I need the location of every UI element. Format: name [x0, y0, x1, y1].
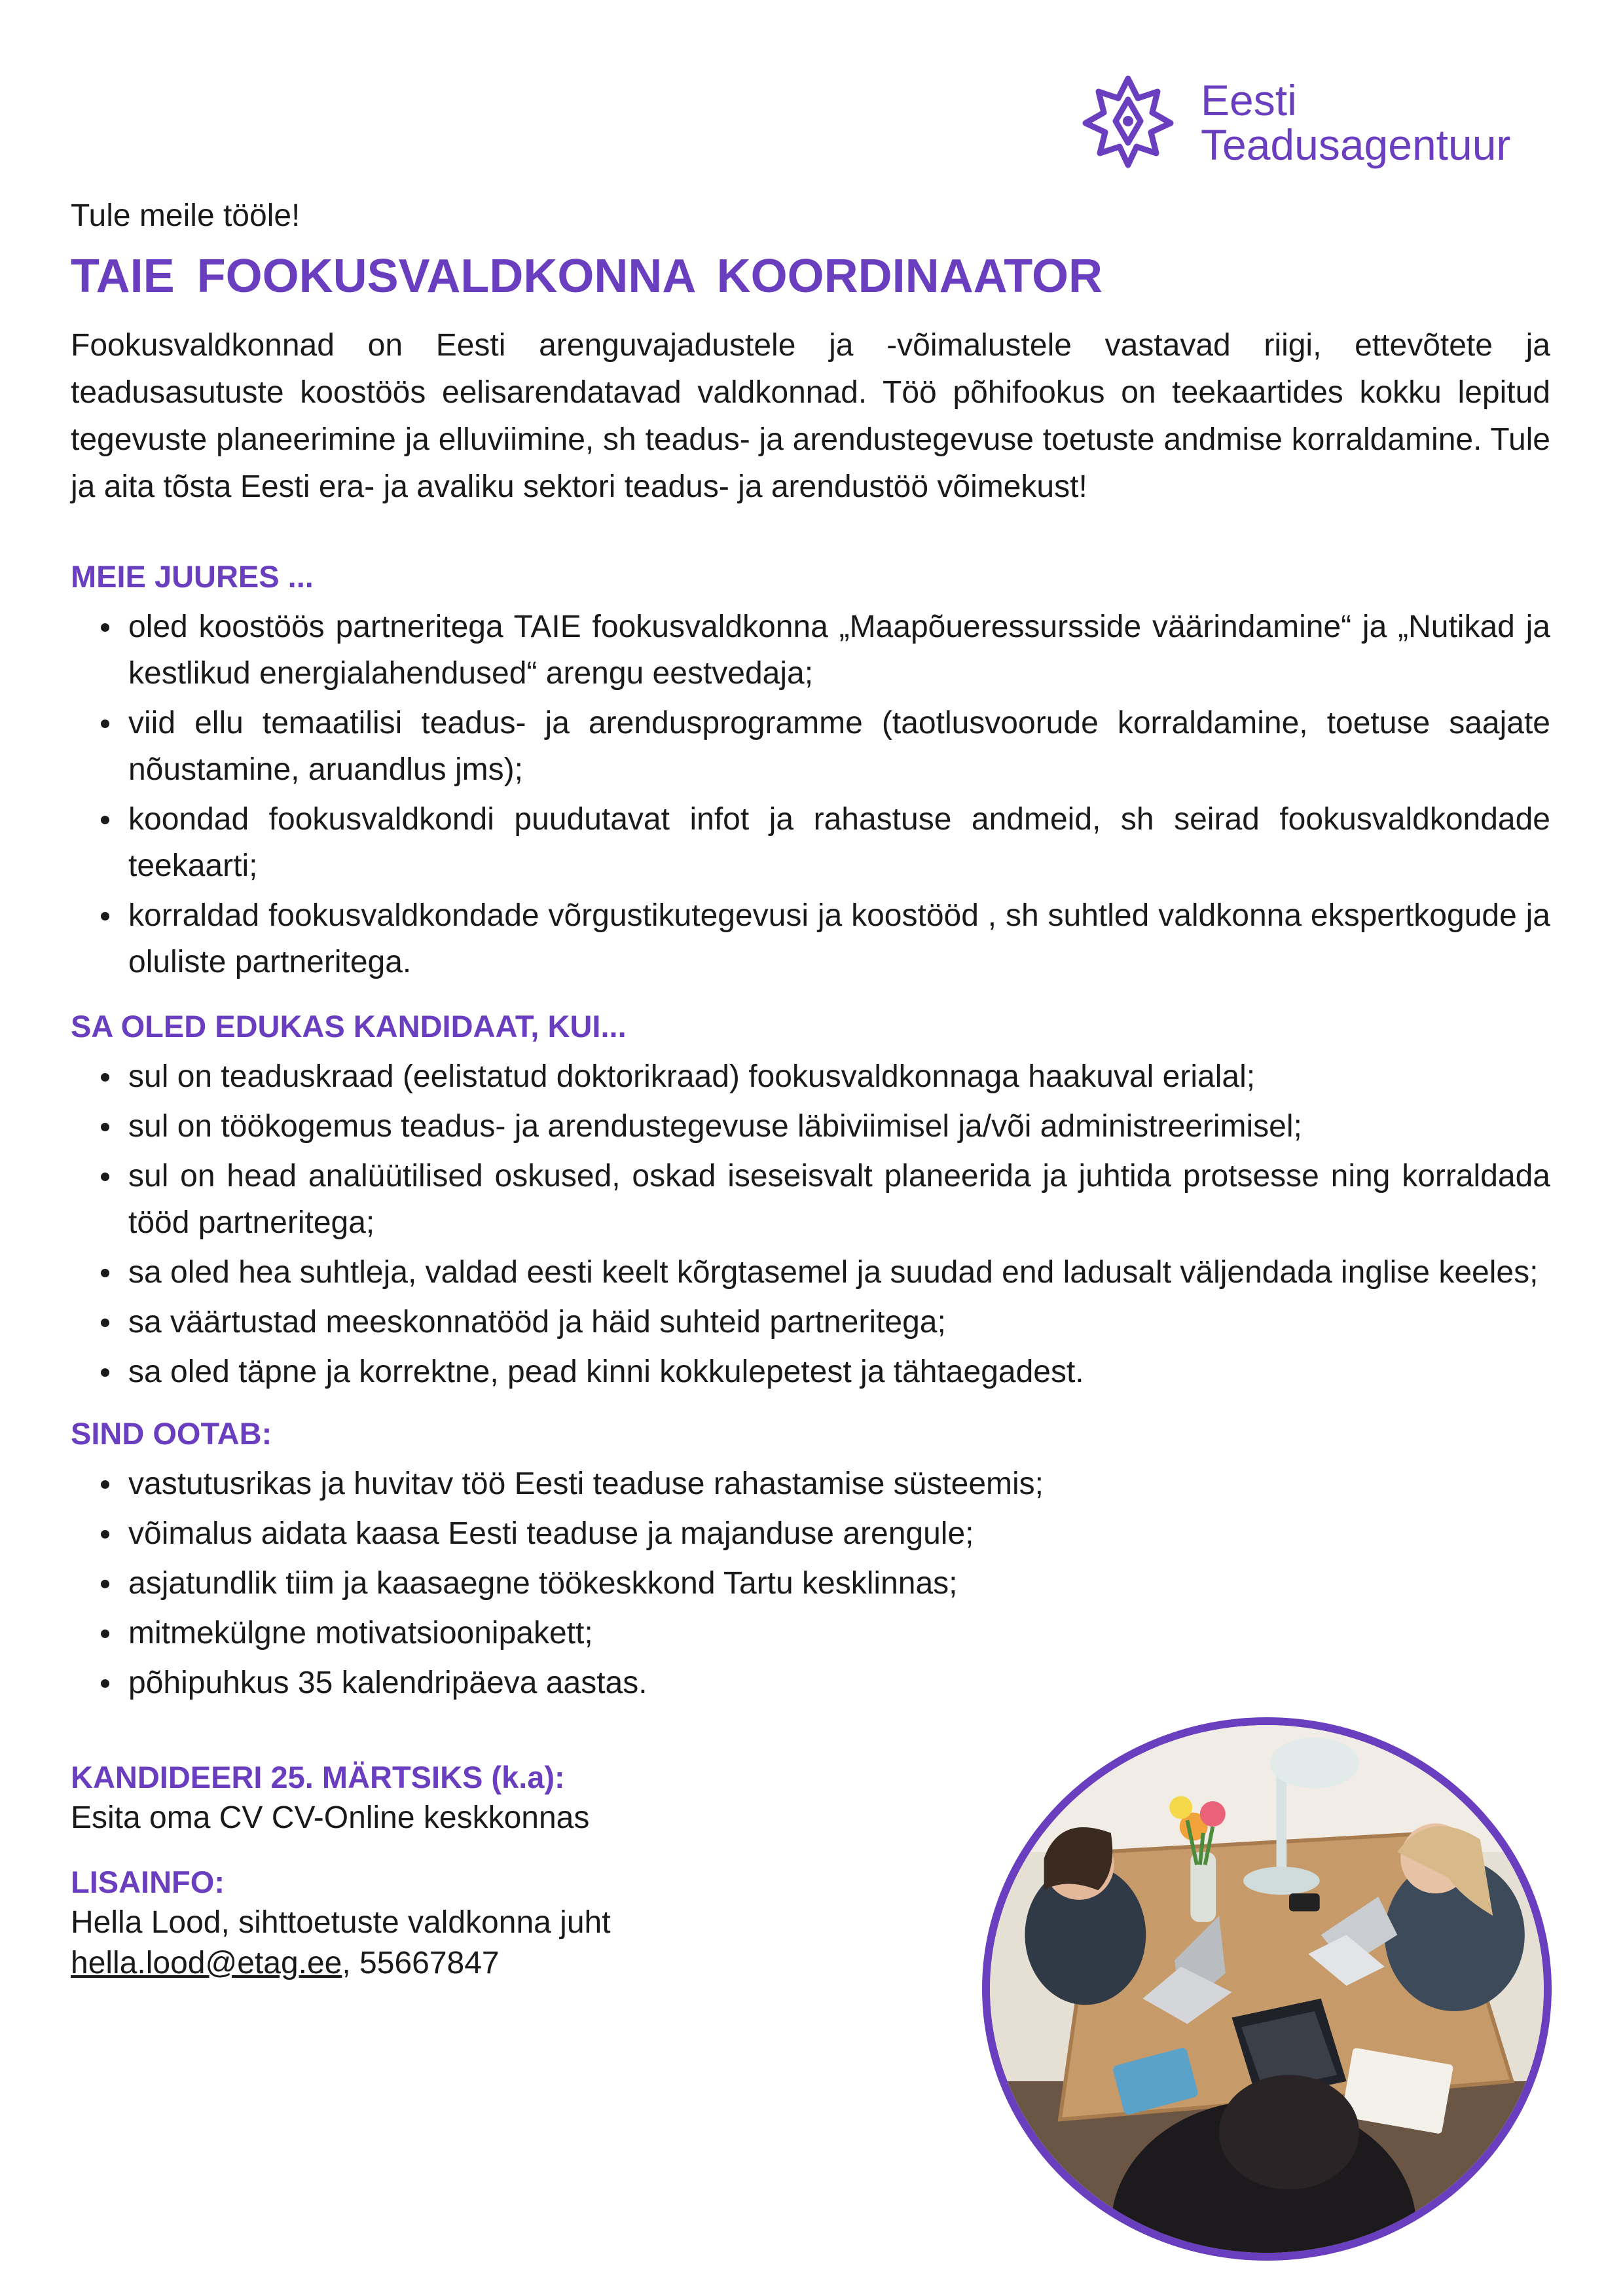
list-item: sul on head analüütilised oskused, oskad iseseisvalt planeerida ja juhtida protsesse ning korraldada tööd partneritega; [71, 1153, 1550, 1246]
section-sind-ootab [71, 1413, 1550, 1706]
intro-text: Tule meile tööle! [71, 198, 301, 233]
job-title: TAIE FOOKUSVALDKONNA KOORDINAATOR [71, 250, 1103, 302]
email-link[interactable]: hella.lood@etag.ee [71, 1946, 342, 1980]
list-item: viid ellu temaatilisi teadus- ja arendusprogramme (taotlusvoorude korraldamine, toetuse saajate nõustamine, aruandlus jms); [71, 700, 1550, 793]
list-item: mitmekülgne motivatsioonipakett; [71, 1610, 1550, 1656]
bullet-list [71, 604, 1550, 985]
list-item: sul on töökogemus teadus- ja arendustegevuse läbiviimisel ja/või administreerimisel; [71, 1103, 1550, 1150]
section-heading: MEIE JUURES ... [71, 559, 314, 594]
section-heading: SA OLED EDUKAS KANDIDAAT, KUI... [71, 1009, 627, 1044]
list-item: koondad fookusvaldkondi puudutavat infot ja rahastuse andmeid, sh seirad fookusvaldkondade teekaarti; [71, 796, 1550, 889]
contact-person: Hella Lood, sihttoetuste valdkonna juht [71, 1905, 611, 1940]
job-ad-content [71, 196, 1550, 1984]
section-heading: SIND OOTAB: [71, 1416, 272, 1451]
list-item: sa oled hea suhtleja, valdad eesti keelt kõrgtasemel ja suudad end ladusalt väljendada inglise keeles; [71, 1249, 1550, 1296]
etag-star-icon [1079, 72, 1177, 170]
apply-text: Esita oma CV CV-Online keskkonnas [71, 1800, 590, 1835]
list-item: asjatundlik tiim ja kaasaegne töökeskkond Tartu kesklinnas; [71, 1560, 1550, 1607]
bullet-list [71, 1461, 1550, 1706]
list-item: oled koostöös partneritega TAIE fookusvaldkonna „Maapõueressursside väärindamine“ ja „Nutikad ja kestlikud energialahendused“ arengu eestvedaja; [71, 604, 1550, 697]
info-heading: LISAINFO: [71, 1865, 225, 1899]
bullet-list [71, 1053, 1550, 1395]
team-meeting-photo [982, 1717, 1552, 2261]
lead-paragraph: Fookusvaldkonnad on Eesti arenguvajadustele ja -võimalustele vastavad riigi, ettevõtete ja teadusasutuste koostöös eelisarendatavad valdkonnad. Töö põhifookus on teekaartides kokku lepitud tegevuste planeerimine ja elluviimine, sh teadus- ja arendustegevuse toetuste andmise korraldamine. Tule ja aita tõsta Eesti era- ja avaliku sektori teadus- ja arendustöö võimekust! [71, 328, 1550, 504]
section-edukas-kandidaat [71, 1006, 1550, 1395]
logo-line-2: Teadusagentuur [1201, 120, 1511, 169]
logo-line-1: Eesti [1201, 76, 1297, 124]
list-item: sa oled täpne ja korrektne, pead kinni kokkulepetest ja tähtaegadest. [71, 1349, 1550, 1395]
list-item: sa väärtustad meeskonnatööd ja häid suhteid partneritega; [71, 1299, 1550, 1345]
list-item: sul on teaduskraad (eelistatud doktorikraad) fookusvaldkonnaga haakuval erialal; [71, 1053, 1550, 1100]
list-item: põhipuhkus 35 kalendripäeva aastas. [71, 1660, 1550, 1706]
list-item: korraldad fookusvaldkondade võrgustikutegevusi ja koostööd , sh suhtled valdkonna ekspertkogude ja oluliste partneritega. [71, 892, 1550, 985]
phone-number: 55667847 [359, 1946, 500, 1980]
apply-heading: KANDIDEERI 25. MÄRTSIKS (k.a): [71, 1760, 565, 1795]
separator: , [342, 1946, 360, 1980]
section-meie-juures [71, 556, 1550, 985]
list-item: võimalus aidata kaasa Eesti teaduse ja majanduse arengule; [71, 1510, 1550, 1557]
logo [1079, 72, 1531, 177]
list-item: vastutusrikas ja huvitav töö Eesti teaduse rahastamise süsteemis; [71, 1461, 1550, 1507]
